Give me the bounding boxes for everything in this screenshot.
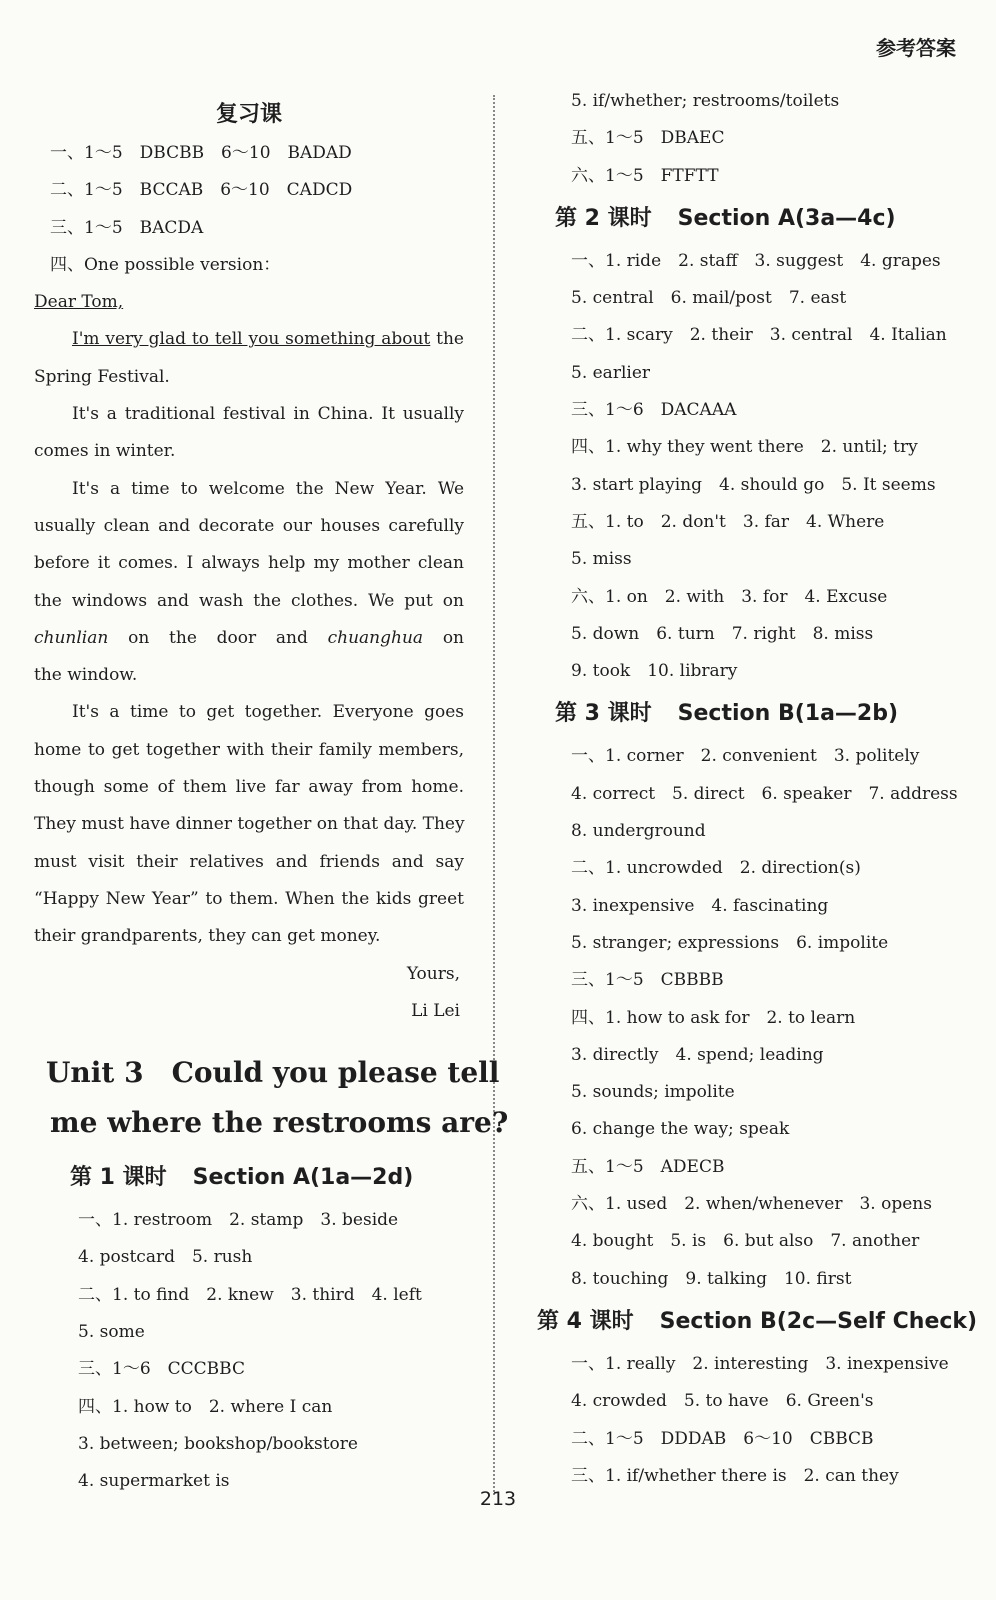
letter-line-6: usually clean and decorate our houses carefully (34, 515, 464, 536)
letter-line-9-mid: on the door and (128, 627, 308, 648)
review-answer-2: 二、1～5 BCCAB 6～10 CADCD (50, 180, 353, 201)
lesson2-line-10: 六、1. on 2. with 3. for 4. Excuse (571, 586, 888, 607)
lesson1-line-11: 六、1～5 FTFTT (571, 165, 719, 186)
lesson2-line-4: 5. earlier (571, 362, 651, 383)
header-title: 参考答案 (876, 36, 956, 60)
letter-salutation (34, 284, 464, 321)
lesson3-line-6: 5. stranger; expressions 6. impolite (571, 932, 889, 953)
letter-line-7: before it comes. I always help my mother clean (34, 553, 464, 574)
lesson3-heading (555, 690, 975, 738)
lesson4-line-1: 一、1. really 2. interesting 3. inexpensive (571, 1353, 949, 1374)
letter-closing: Yours, (406, 963, 460, 984)
lesson2-heading (555, 195, 975, 243)
unit-title-line-1: Unit 3 Could you please tell (46, 1056, 500, 1090)
underlined-phrase: I'm very glad to tell you something about (72, 329, 431, 350)
lesson1-line-10: 五、1～5 DBAEC (571, 128, 725, 149)
word-chuanghua: chuanghua (327, 627, 424, 648)
lesson3-line-11: 6. change the way; speak (571, 1119, 790, 1140)
letter-line-15: must visit their relatives and friends and say (34, 851, 464, 872)
review-title: 复习课 (215, 102, 282, 127)
lesson1-heading (34, 1154, 464, 1202)
lesson2-label: 第 2 课时 (555, 205, 652, 231)
lesson1-line-2: 4. postcard 5. rush (78, 1247, 253, 1268)
right-column (537, 91, 978, 1495)
lesson2-line-2: 5. central 6. mail/post 7. east (571, 288, 847, 309)
lesson3-line-4: 二、1. uncrowded 2. direction(s) (571, 858, 861, 879)
lesson3-line-9: 3. directly 4. spend; leading (571, 1044, 824, 1065)
lesson1-line-8: 4. supermarket is (78, 1471, 230, 1492)
letter-line-10: the window. (34, 665, 138, 686)
unit-title-line-2: me where the restrooms are? (50, 1106, 509, 1140)
letter-line-1-tail: the (436, 329, 464, 350)
lesson1-line-6: 四、1. how to 2. where I can (78, 1396, 333, 1417)
lesson1-line-4: 5. some (78, 1322, 145, 1343)
lesson3-line-13: 六、1. used 2. when/whenever 3. opens (571, 1194, 932, 1215)
left-column (34, 95, 509, 1501)
salutation-text: Dear Tom, (34, 292, 124, 313)
review-answer-1: 一、1～5 DBCBB 6～10 BADAD (50, 143, 352, 163)
lesson1-line-5: 三、1～6 CCCBBC (78, 1359, 245, 1380)
lesson3-line-12: 五、1～5 ADECB (571, 1156, 725, 1177)
lesson3-section: Section B(1a—2b) (677, 701, 899, 727)
lesson2-line-1: 一、1. ride 2. staff 3. suggest 4. grapes (571, 250, 941, 271)
letter-line-5: It's a time to welcome the New Year. We (72, 478, 464, 499)
lesson4-line-4: 三、1. if/whether there is 2. can they (571, 1465, 899, 1486)
lesson3-line-2: 4. correct 5. direct 6. speaker 7. address (571, 783, 958, 804)
lesson4-line-3: 二、1～5 DDDAB 6～10 CBBCB (571, 1428, 874, 1449)
word-chunlian: chunlian (34, 627, 109, 648)
lesson2-line-9: 5. miss (571, 549, 632, 570)
lesson1-line-1: 一、1. restroom 2. stamp 3. beside (78, 1210, 399, 1231)
lesson3-line-10: 5. sounds; impolite (571, 1082, 735, 1103)
lesson3-label: 第 3 课时 (555, 701, 652, 727)
lesson1-line-7: 3. between; bookshop/bookstore (78, 1433, 358, 1454)
letter-line-11: It's a time to get together. Everyone goes (72, 702, 464, 723)
lesson1-section: Section A(1a—2d) (192, 1165, 414, 1191)
lesson2-line-5: 三、1～6 DACAAA (571, 400, 737, 421)
lesson2-line-11: 5. down 6. turn 7. right 8. miss (571, 623, 874, 644)
lesson3-line-5: 3. inexpensive 4. fascinating (571, 895, 829, 916)
letter-line-9-tail: on (442, 627, 464, 648)
letter-line-4: comes in winter. (34, 441, 176, 462)
lesson3-line-15: 8. touching 9. talking 10. first (571, 1268, 852, 1289)
lesson1-line-9: 5. if/whether; restrooms/toilets (571, 91, 840, 111)
lesson2-line-3: 二、1. scary 2. their 3. central 4. Italian (571, 325, 947, 346)
lesson4-section: Section B(2c—Self Check) (659, 1308, 978, 1334)
lesson4-heading (537, 1298, 978, 1346)
lesson3-line-7: 三、1～5 CBBBB (571, 970, 724, 991)
lesson3-line-8: 四、1. how to ask for 2. to learn (571, 1007, 856, 1028)
lesson3-line-3: 8. underground (571, 821, 706, 842)
lesson2-line-6: 四、1. why they went there 2. until; try (571, 437, 918, 458)
review-answer-4: 四、One possible version： (50, 254, 281, 275)
letter-line-12: home to get together with their family members, (34, 739, 464, 760)
lesson1-label: 第 1 课时 (70, 1165, 167, 1191)
letter-line-3: It's a traditional festival in China. It usually (72, 404, 464, 425)
letter-line-13: though some of them live far away from home. (34, 777, 464, 798)
letter-signature: Li Lei (411, 1000, 460, 1021)
letter-line-14: They must have dinner together on that day. They (34, 814, 465, 835)
letter-line-8: the windows and wash the clothes. We put on (34, 590, 464, 611)
letter-line-9 (34, 620, 464, 657)
letter-line-2: Spring Festival. (34, 366, 170, 387)
letter-line-1 (34, 321, 464, 358)
letter-line-17: their grandparents, they can get money. (34, 926, 381, 947)
lesson4-line-2: 4. crowded 5. to have 6. Green's (571, 1391, 874, 1412)
lesson3-line-1: 一、1. corner 2. convenient 3. politely (571, 746, 920, 767)
lesson2-line-12: 9. took 10. library (571, 661, 738, 682)
lesson2-section: Section A(3a—4c) (677, 205, 896, 231)
review-answer-3: 三、1～5 BACDA (50, 217, 204, 238)
lesson2-line-8: 五、1. to 2. don't 3. far 4. Where (571, 511, 885, 532)
letter-line-16: “Happy New Year” to them. When the kids greet (34, 888, 464, 909)
column-divider (493, 95, 495, 1495)
lesson3-line-14: 4. bought 5. is 6. but also 7. another (571, 1231, 920, 1252)
page-number: 213 (479, 1488, 517, 1510)
lesson4-label: 第 4 课时 (537, 1308, 634, 1334)
lesson1-line-3: 二、1. to find 2. knew 3. third 4. left (78, 1284, 422, 1305)
lesson2-line-7: 3. start playing 4. should go 5. It seems (571, 474, 936, 495)
